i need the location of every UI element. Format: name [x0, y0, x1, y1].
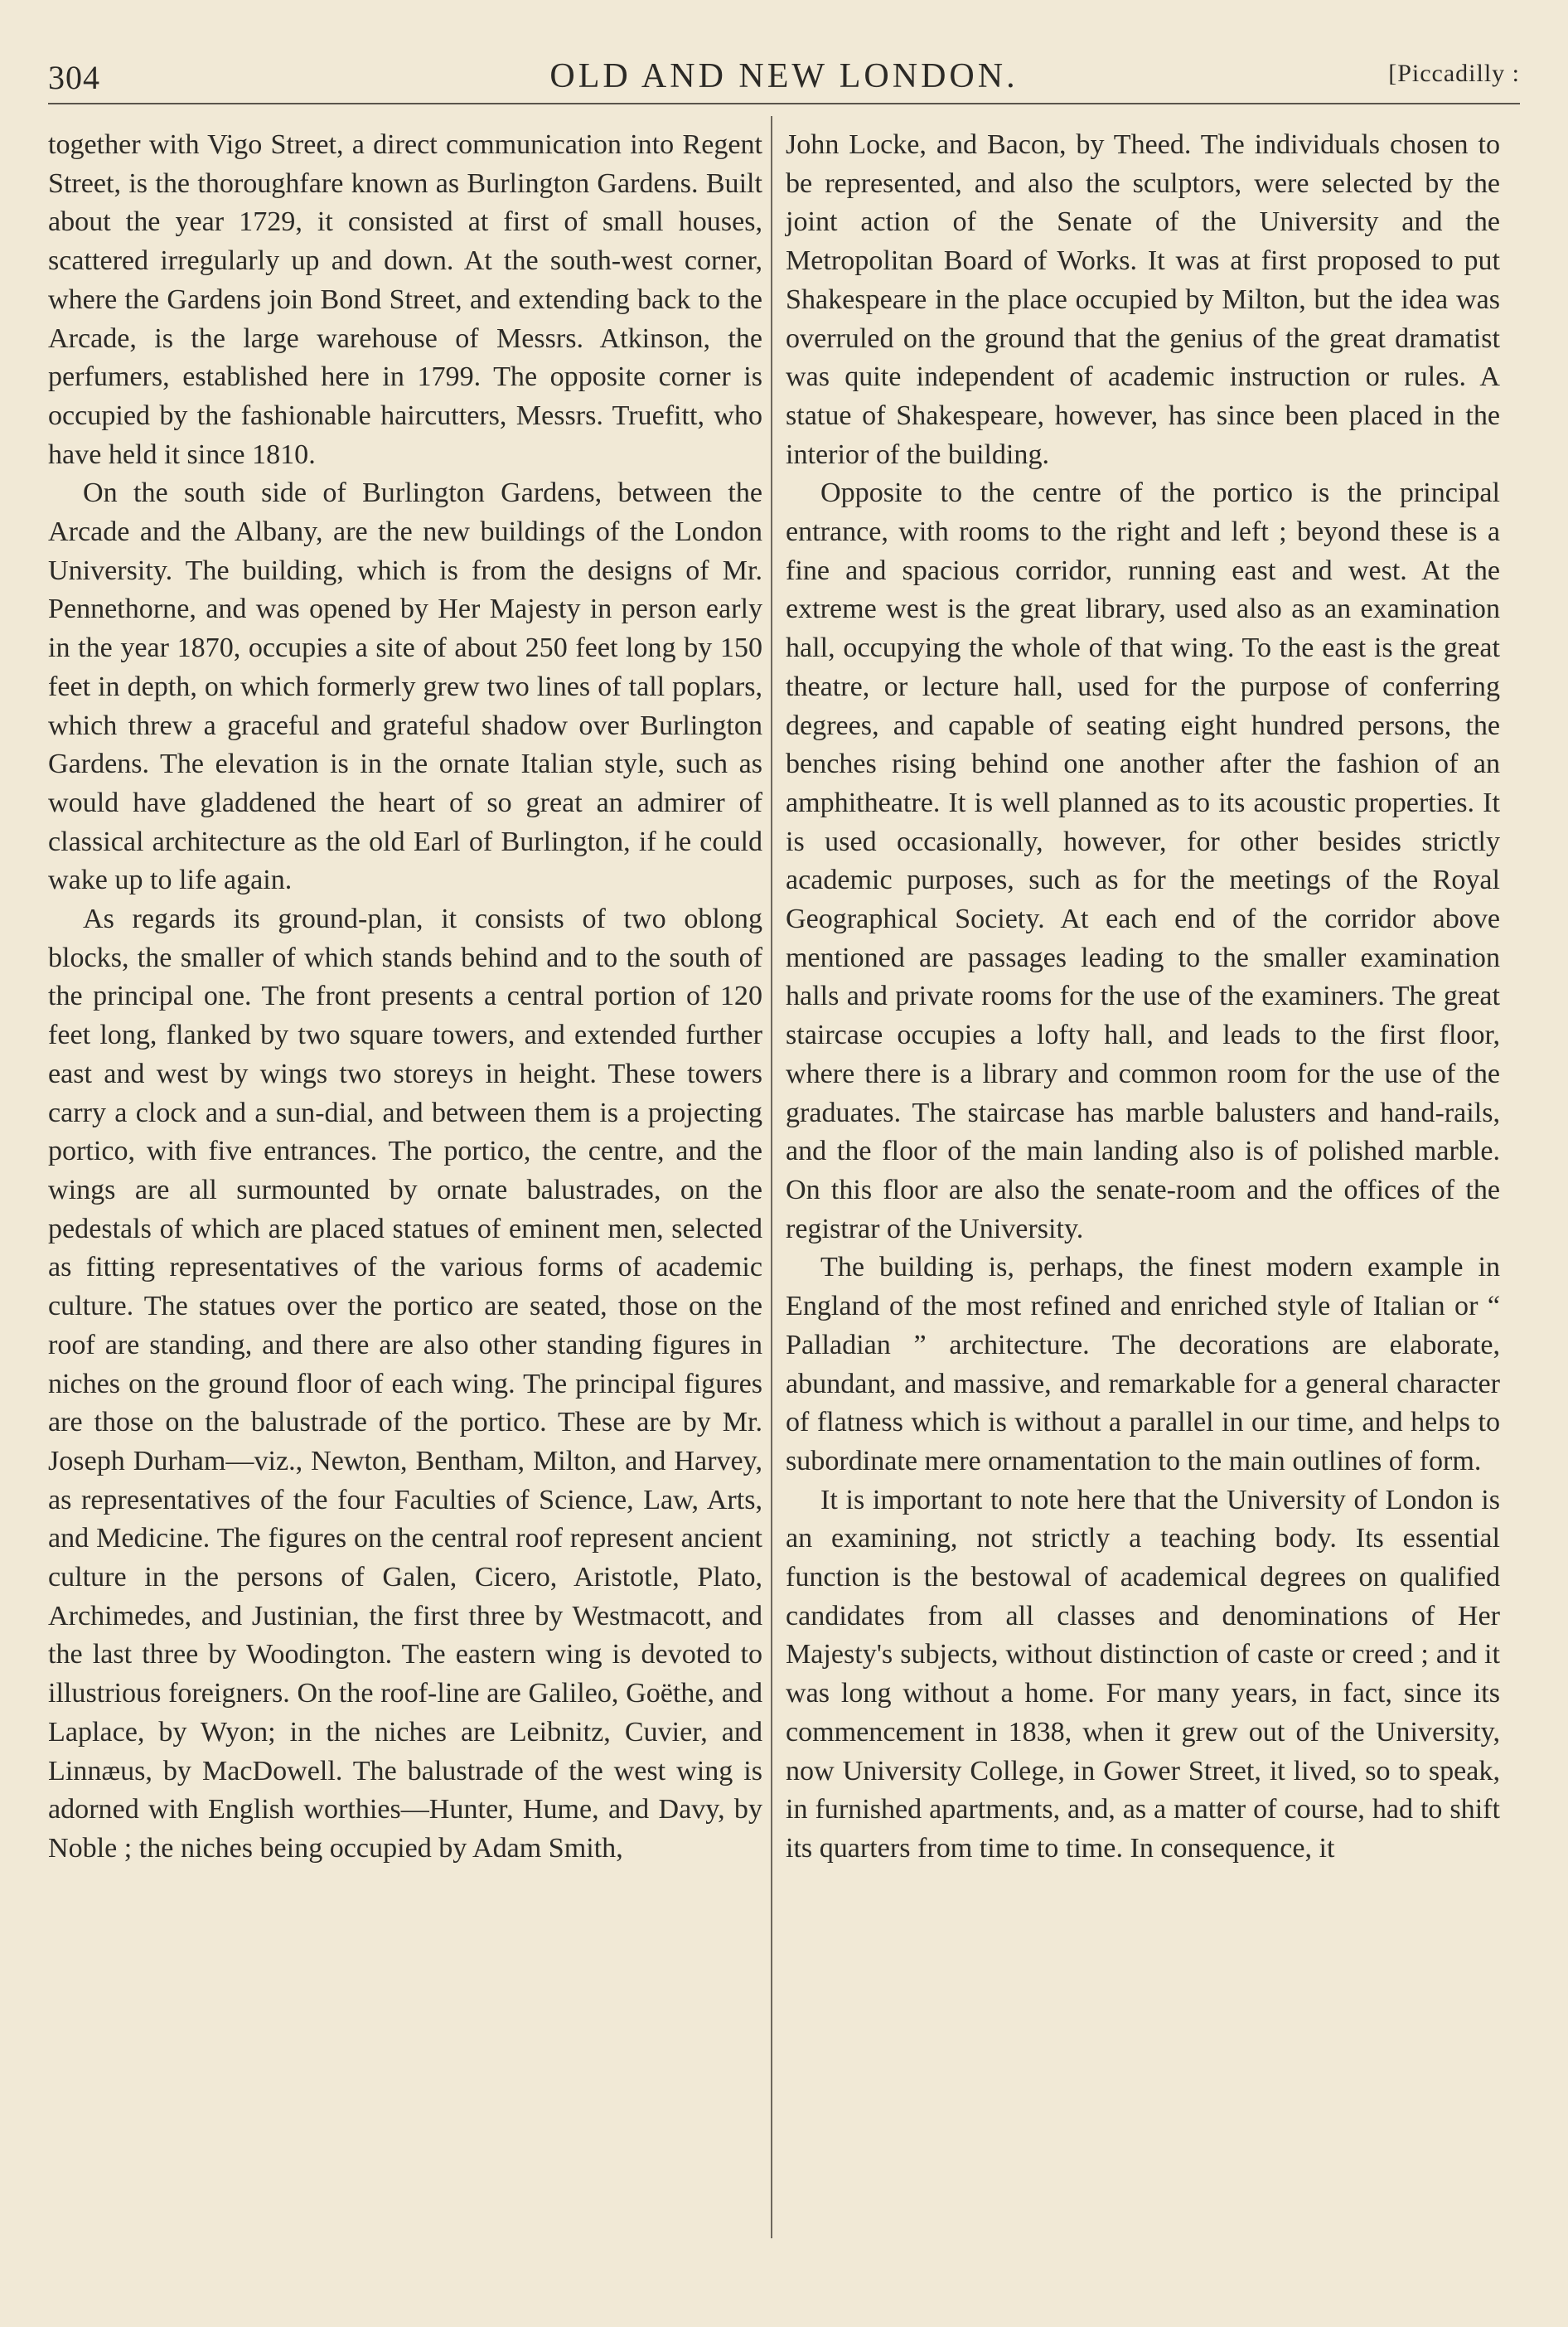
paragraph: John Locke, and Bacon, by Theed. The individuals chosen to be represented, and also the sculptors, were selected by the joint action of the Senate of the University and the Metropolitan Board of Works. It was at first proposed to put Shakespeare in the place occupied by Milton, but the idea was overruled on the ground that the genius of the great dramatist was quite independent of academic instruction or rules. A statue of Shakespeare, however, has since been placed in the interior of the building. — [786, 129, 1500, 470]
left-column — [48, 126, 762, 1869]
running-title: OLD AND NEW LONDON. — [549, 57, 1019, 95]
paragraph: As regards its ground-plan, it consists of two oblong blocks, the smaller of which stands behind and to the south of the principal one. The front presents a central portion of 120 feet long, flanked by two square towers, and extended further east and west by wings two storeys in height. These towers carry a clock and a sun-dial, and between them is a projecting portico, with five entrances. The portico, the centre, and the wings are all surmounted by ornate balustrades, on the pedestals of which are placed statues of eminent men, selected as fitting representatives of the various forms of academic culture. The statues over the portico are seated, those on the roof are standing, and there are also other standing figures in niches on the ground floor of each wing. The principal figures are those on the balustrade of the portico. These are by Mr. Joseph Durham—viz., Newton, Bentham, Milton, and Harvey, as representatives of the four Faculties of Science, Law, Arts, and Medicine. The figures on the central roof represent ancient culture in the persons of Galen, Cicero, Aristotle, Plato, Archimedes, and Justinian, the first three by Westmacott, and the last three by Woodington. The eastern wing is devoted to illustrious foreigners. On the roof-line are Galileo, Goëthe, and Laplace, by Wyon; in the niches are Leibnitz, Cuvier, and Linnæus, by MacDowell. The balustrade of the west wing is adorned with English worthies—Hunter, Hume, and Davy, by Noble ; the niches being occupied by Adam Smith, — [48, 904, 762, 1864]
header-rule — [48, 103, 1520, 104]
paragraph: The building is, perhaps, the finest modern example in England of the most refined and enriched style of Italian or “ Palladian ” architecture. The decorations are elaborate, abundant, and massive, and remarkable for a general character of flatness which is without a parallel in our time, and helps to subordinate mere ornamentation to the main outlines of form. — [786, 1252, 1500, 1476]
section-label: [Piccadilly : — [1388, 60, 1520, 87]
paragraph: On the south side of Burlington Gardens, between the Arcade and the Albany, are the new buildings of the London University. The building, which is from the designs of Mr. Pennethorne, and was opened by Her Majesty in person early in the year 1870, occupies a site of about 250 feet long by 150 feet in depth, on which formerly grew two lines of tall poplars, which threw a graceful and grateful shadow over Burlington Gardens. The elevation is in the ornate Italian style, such as would have gladdened the heart of so great an admirer of classical architecture as the old Earl of Burlington, if he could wake up to life again. — [48, 478, 762, 896]
paragraph: Opposite to the centre of the portico is the principal entrance, with rooms to the right and left ; beyond these is a fine and spacious corridor, running east and west. At the extreme west is the great library, used also as an examination hall, occupying the whole of that wing. To the east is the great theatre, or lecture hall, used for the purpose of conferring degrees, and capable of seating eight hundred persons, the benches rising behind one another after the fashion of an amphitheatre. It is well planned as to its acoustic properties. It is used occasionally, however, for other besides strictly academic purposes, such as for the meetings of the Royal Geographical Society. At each end of the corridor above mentioned are passages leading to the smaller examination halls and private rooms for the use of the examiners. The great staircase occupies a lofty hall, and leads to the first floor, where there is a library and common room for the use of the graduates. The staircase has marble balusters and hand-rails, and the floor of the main landing also is of polished marble. On this floor are also the senate-room and the offices of the registrar of the University. — [786, 478, 1500, 1244]
column-divider — [771, 116, 772, 2238]
paragraph: together with Vigo Street, a direct communication into Regent Street, is the thoroughfare known as Burlington Gardens. Built about the year 1729, it consisted at first of small houses, scattered irregularly up and down. At the south-west corner, where the Gardens join Bond Street, and extending back to the Arcade, is the large warehouse of Messrs. Atkinson, the perfumers, established here in 1799. The opposite corner is occupied by the fashionable haircutters, Messrs. Truefitt, who have held it since 1810. — [48, 129, 762, 470]
paragraph: It is important to note here that the University of London is an examining, not strictly a teaching body. Its essential function is the bestowal of academical degrees on qualified candidates from all classes and denominations of Her Majesty's subjects, without distinction of caste or creed ; and it was long without a home. For many years, in fact, since its commencement in 1838, when it grew out of the University, now University College, in Gower Street, it lived, so to speak, in furnished apartments, and, as a matter of course, had to shift its quarters from time to time. In consequence, it — [786, 1484, 1500, 1864]
page-number: 304 — [48, 59, 100, 96]
right-column — [786, 126, 1500, 1869]
